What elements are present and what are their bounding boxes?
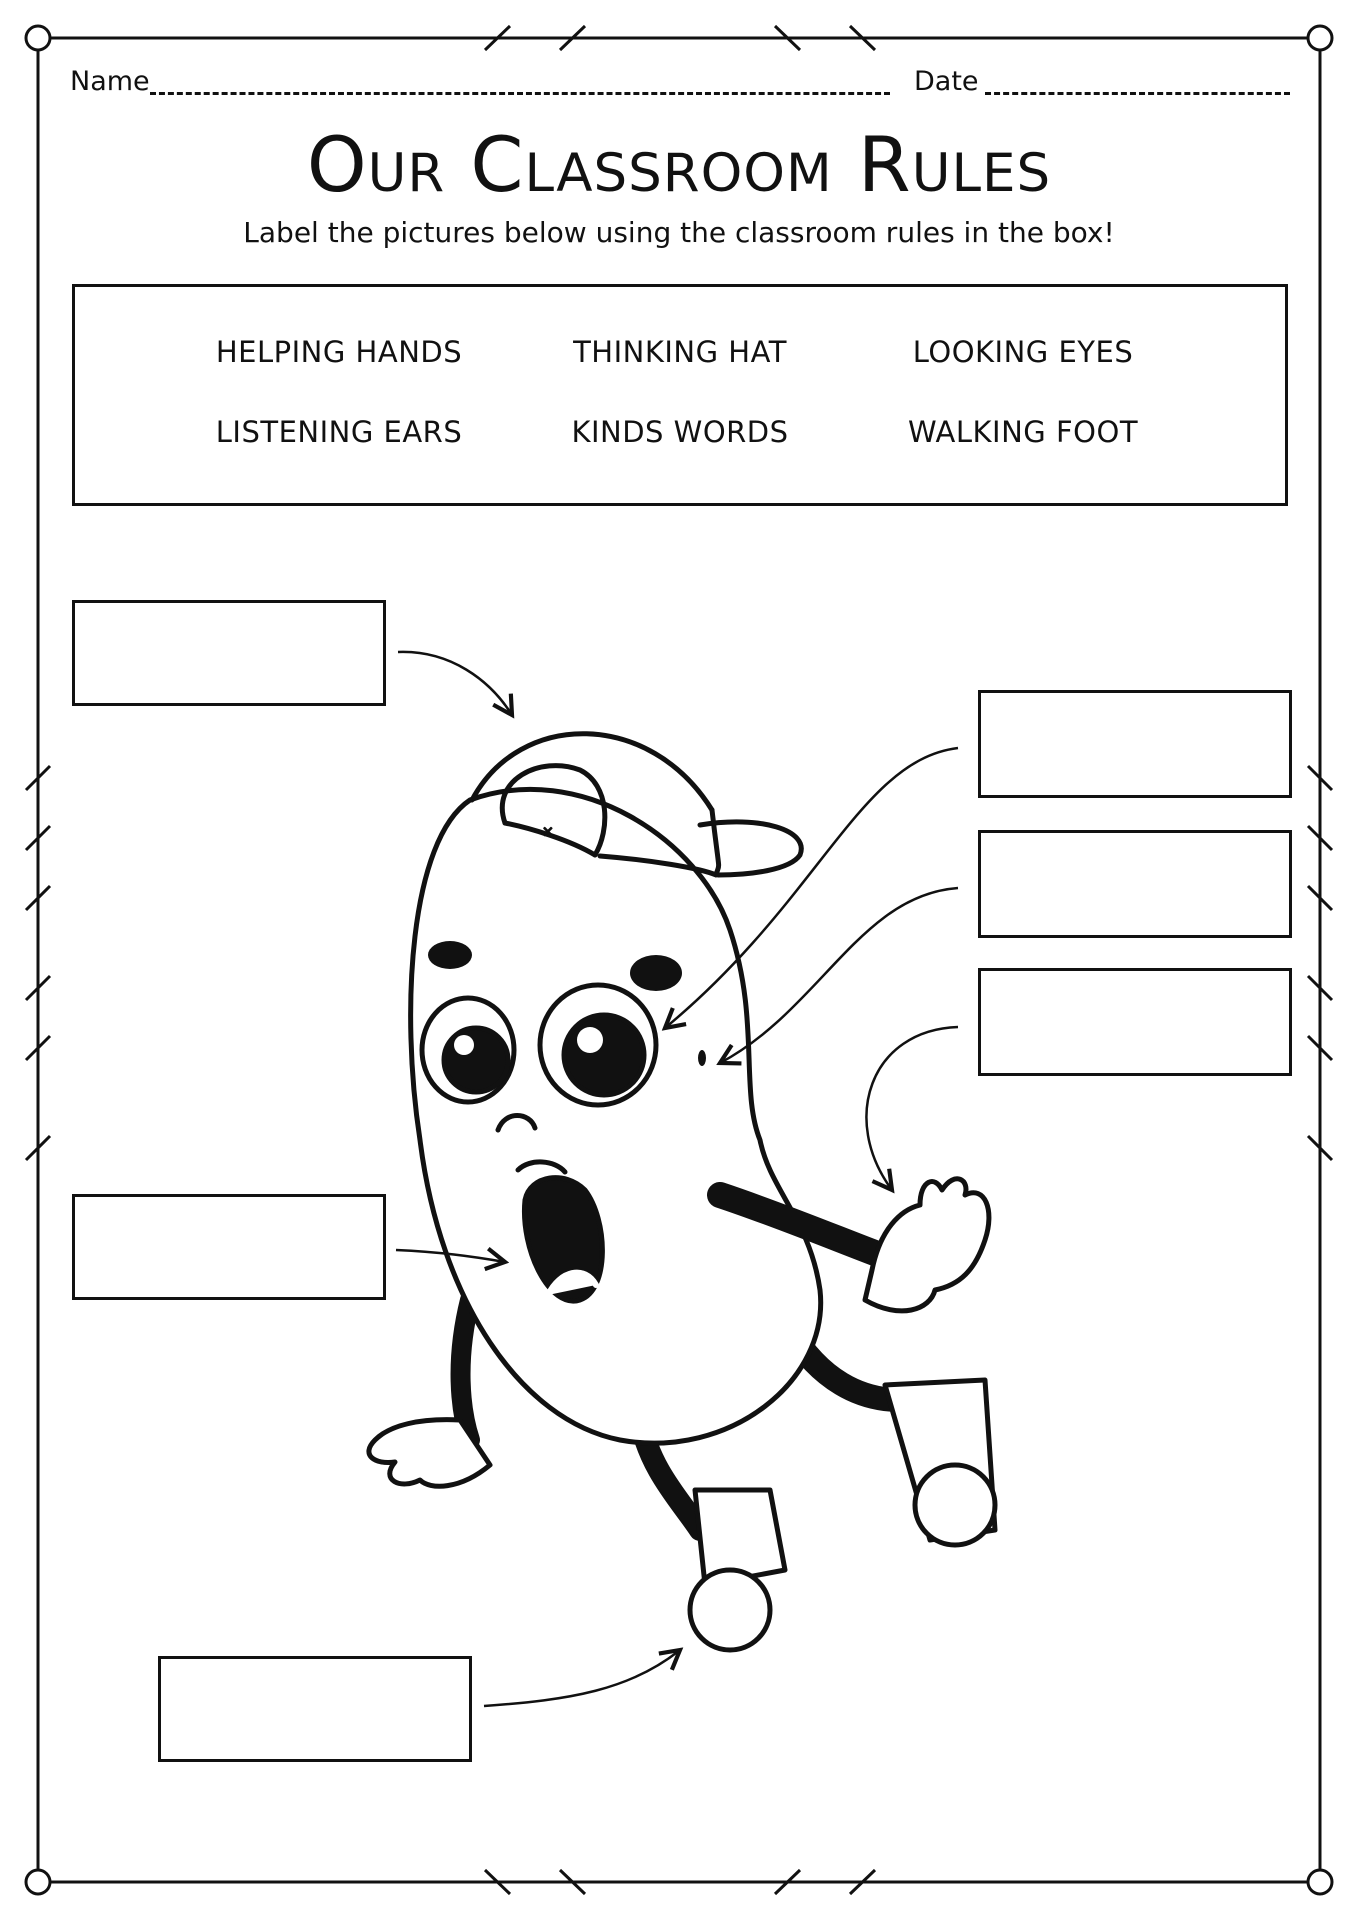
bean-character-icon	[369, 734, 995, 1650]
date-label: Date	[914, 66, 979, 97]
label-box-ear[interactable]	[978, 830, 1292, 938]
rule-listening-ears: LISTENING EARS	[215, 415, 463, 449]
label-box-hat[interactable]	[72, 600, 386, 706]
rule-looking-eyes: LOOKING EYES	[912, 335, 1134, 369]
rule-helping-hands: HELPING HANDS	[215, 335, 463, 369]
rule-thinking-hat: THINKING HAT	[573, 335, 787, 369]
rule-walking-foot: WALKING FOOT	[907, 415, 1139, 449]
svg-text:×: ×	[542, 824, 554, 840]
name-label: Name	[70, 66, 150, 97]
page-title: Our Classroom Rules	[306, 120, 1052, 209]
name-field[interactable]	[150, 92, 890, 95]
label-box-hand[interactable]	[978, 968, 1292, 1076]
instructions-text: Label the pictures below using the classroom rules in the box!	[243, 216, 1115, 249]
rule-kinds-words: KINDS WORDS	[571, 415, 789, 449]
rules-word-bank	[72, 284, 1288, 506]
label-box-foot[interactable]	[158, 1656, 472, 1762]
date-field[interactable]	[985, 92, 1290, 95]
label-box-eyes[interactable]	[978, 690, 1292, 798]
label-box-mouth[interactable]	[72, 1194, 386, 1300]
